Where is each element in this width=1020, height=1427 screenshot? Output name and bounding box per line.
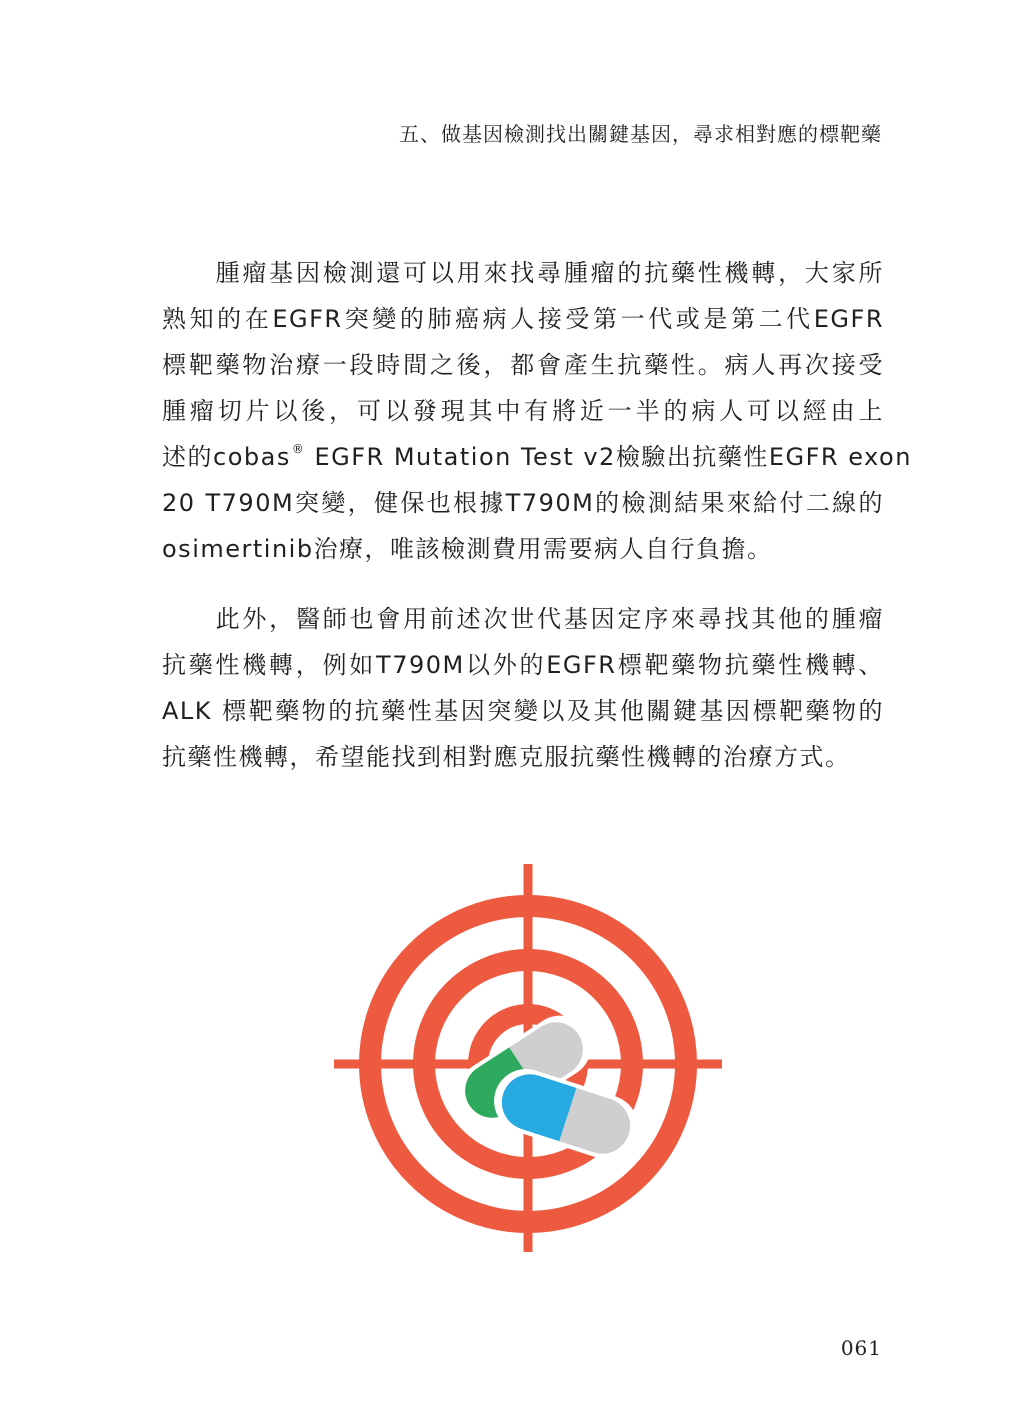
text-line: 標靶藥物治療一段時間之後，都會產生抗藥性。病人再次接受 — [162, 351, 884, 379]
paragraph-2 — [162, 596, 884, 780]
text-line: 腫瘤切片以後，可以發現其中有將近一半的病人可以經由上 — [162, 397, 884, 425]
text-line: ALK 標靶藥物的抗藥性基因突變以及其他關鍵基因標靶藥物的 — [162, 697, 884, 725]
text-line — [162, 434, 912, 480]
running-header: 五、做基因檢測找出關鍵基因，尋求相對應的標靶藥 — [399, 122, 882, 146]
text-line: osimertinib治療，唯該檢測費用需要病人自行負擔。 — [162, 535, 773, 563]
text-line: 抗藥性機轉，例如T790M以外的EGFR標靶藥物抗藥性機轉、 — [162, 651, 884, 679]
paragraph-1 — [162, 250, 912, 572]
text-line: 熟知的在EGFR突變的肺癌病人接受第一代或是第二代EGFR — [162, 305, 884, 333]
registered-trademark-mark: ® — [291, 442, 306, 456]
text-line: 抗藥性機轉，希望能找到相對應克服抗藥性機轉的治療方式。 — [162, 743, 851, 771]
text-fragment: EGFR Mutation Test v2檢驗出抗藥性EGFR exon — [305, 443, 912, 471]
text-line: 20 T790M突變，健保也根據T790M的檢測結果來給付二線的 — [162, 489, 884, 517]
target-with-capsules-icon — [332, 860, 724, 1252]
page-number: 061 — [840, 1336, 882, 1360]
text-line: 此外，醫師也會用前述次世代基因定序來尋找其他的腫瘤 — [162, 605, 884, 633]
text-fragment: 述的cobas — [162, 443, 291, 471]
text-line: 腫瘤基因檢測還可以用來找尋腫瘤的抗藥性機轉，大家所 — [162, 259, 884, 287]
